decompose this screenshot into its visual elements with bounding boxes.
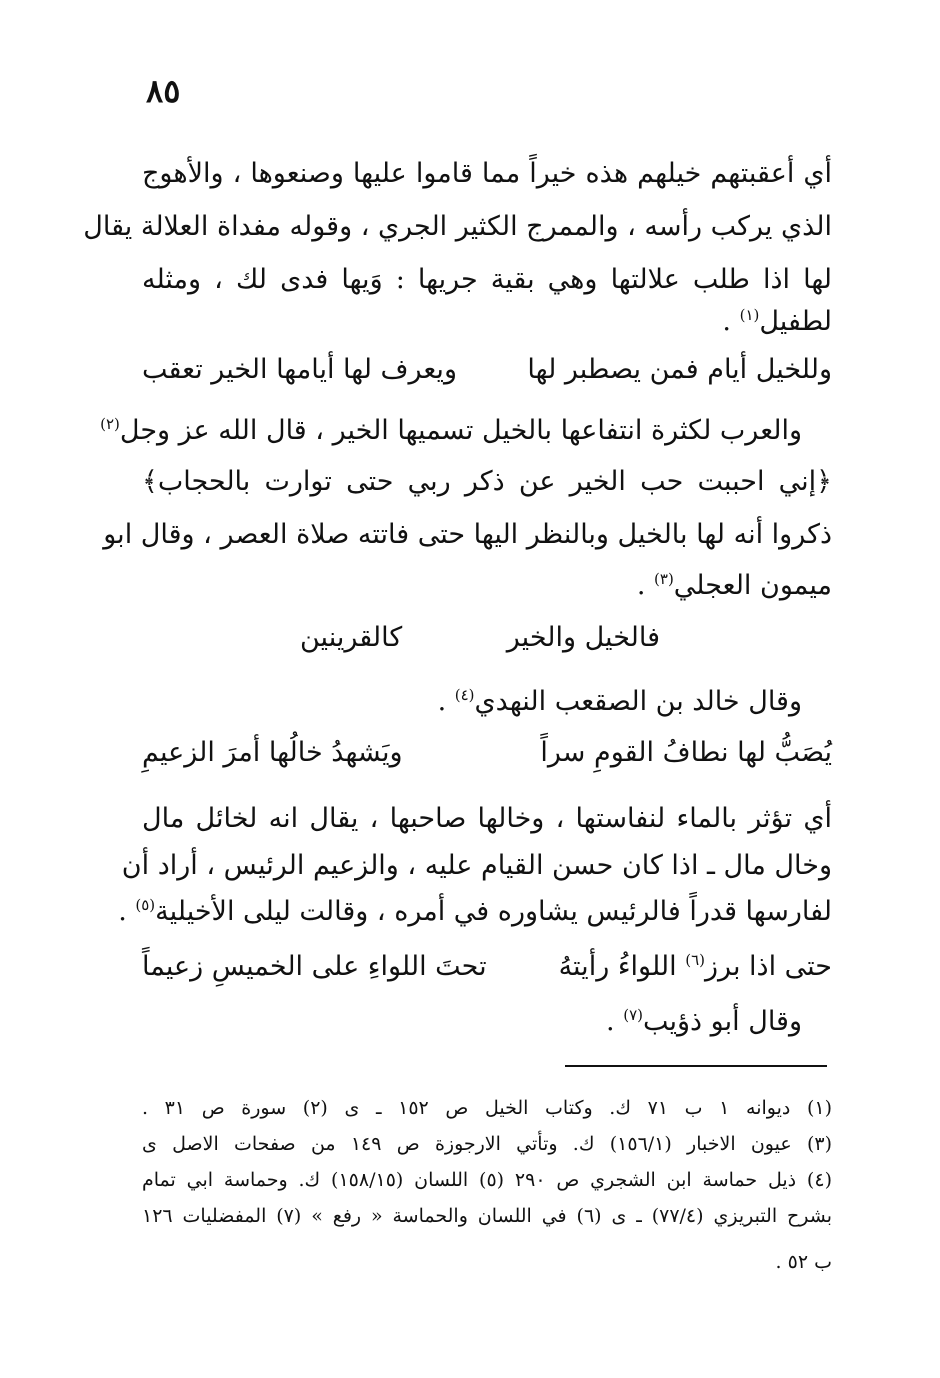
- quran-quote: ﴿إني احببت حب الخير عن ذكر ربي حتى توارت بالحجاب﴾: [142, 466, 832, 497]
- verse-line: [142, 344, 832, 396]
- footnote-ref: (٦): [685, 951, 706, 969]
- hemistich-part: اللواءُ رأيتهُ: [558, 951, 677, 982]
- verse-first-hemistich: [559, 941, 832, 993]
- footnote-ref: (٣): [654, 570, 674, 588]
- verse-second-hemistich: كالقرينين: [300, 622, 403, 653]
- verse-first-hemistich: يُصَبُّ لها نطافُ القومِ سراً: [540, 737, 832, 768]
- footnote-line: (٣) عيون الاخبار (١٥٦/١) ك. وتأتي الارجوزة ص ١٤٩ من صفحات الاصل ى: [142, 1133, 833, 1155]
- line-text: لفارسها قدراً فالرئيس يشاوره في أمره ، وقالت ليلى الأخيلية: [155, 896, 832, 927]
- footnote-line: (٤) ذيل حماسة ابن الشجري ص ٢٩٠ (٥) اللسان (١٥٨/١٥) ك. وحماسة ابي تمام: [142, 1169, 832, 1191]
- line-text: وقال خالد بن الصقعب النهدي: [474, 686, 802, 717]
- verse-line: [300, 612, 660, 664]
- verse-first-hemistich: فالخيل والخير: [506, 622, 660, 653]
- footnote-ref: (٧): [623, 1006, 643, 1024]
- footnote-ref: (١): [739, 306, 760, 324]
- text-line: لها اذا طلب علالتها وهي بقية جريها : وَيها فدى لك ، ومثله: [142, 264, 832, 295]
- text-line: [100, 405, 832, 457]
- text-line: أي تؤثر بالماء لنفاستها ، وخالها صاحبها ، يقال انه لخائل مال: [142, 803, 832, 834]
- text-line: ذكروا أنه لها بالخيل وبالنظر اليها حتى فاتته صلاة العصر ، وقال ابو: [103, 519, 832, 550]
- footnote-ref: (٤): [454, 686, 475, 704]
- footnote-line: بشرح التبريزي (٧٧/٤) ـ ى (٦) في اللسان والحماسة « رفع » (٧) المفضليات ١٢٦: [142, 1205, 833, 1227]
- page-number: ٨٥: [146, 72, 181, 110]
- verse-line: [142, 941, 832, 993]
- line-text: ميمون العجلي: [673, 570, 832, 601]
- text-line: وقال خالد بن الصقعب النهدي$^{(٤)}$ .: [142, 676, 832, 728]
- text-line: ميمون العجلي$^{(٣)}$ .: [636, 570, 832, 601]
- text-line: وخال مال ـ اذا كان حسن القيام عليه ، والزعيم الرئيس ، أراد أن: [121, 850, 832, 881]
- verse-line: [142, 727, 832, 779]
- text-line: أي أعقبتهم خيلهم هذه خيراً مما قاموا عليها وصنعوها ، والأهوج: [142, 158, 832, 189]
- verse-second-hemistich: تحتَ اللواءِ على الخميسِ زعيماً: [142, 951, 487, 982]
- hemistich-part: حتى اذا برز: [705, 951, 832, 982]
- line-text: وقال أبو ذؤيب: [642, 1006, 802, 1037]
- footnote-divider: [565, 1065, 827, 1067]
- verse-second-hemistich: ويَشهدُ خالُها أمرَ الزعيمِ: [142, 737, 403, 768]
- line-text: والعرب لكثرة انتفاعها بالخيل تسميها الخير ، قال الله عز وجل: [119, 415, 802, 446]
- verse-first-hemistich: وللخيل أيام فمن يصطبر لها: [527, 354, 832, 385]
- footnote-ref: (٢): [100, 415, 120, 433]
- text-line: لفارسها قدراً فالرئيس يشاوره في أمره ، وقالت ليلى الأخيلية$^{(٥)}$ .: [118, 896, 832, 927]
- footnote-ref: (٥): [135, 896, 156, 914]
- footnote-line: (١) ديوانه ١ ب ٧١ ك. وكتاب الخيل ص ١٥٢ ـ ى (٢) سورة ص ٣١ .: [142, 1097, 832, 1119]
- line-text: لطفيل: [759, 306, 832, 337]
- footnote-line: ب ٥٢ .: [775, 1251, 832, 1273]
- text-line: وقال أبو ذؤيب$^{(٧)}$ .: [142, 996, 832, 1048]
- text-line: لطفيل$^{(١)}$ .: [722, 306, 832, 337]
- verse-second-hemistich: ويعرف لها أيامها الخير تعقب: [142, 354, 457, 385]
- text-line: الذي يركب رأسه ، والممرج الكثير الجري ، وقوله مفداة العلالة يقال: [83, 211, 832, 242]
